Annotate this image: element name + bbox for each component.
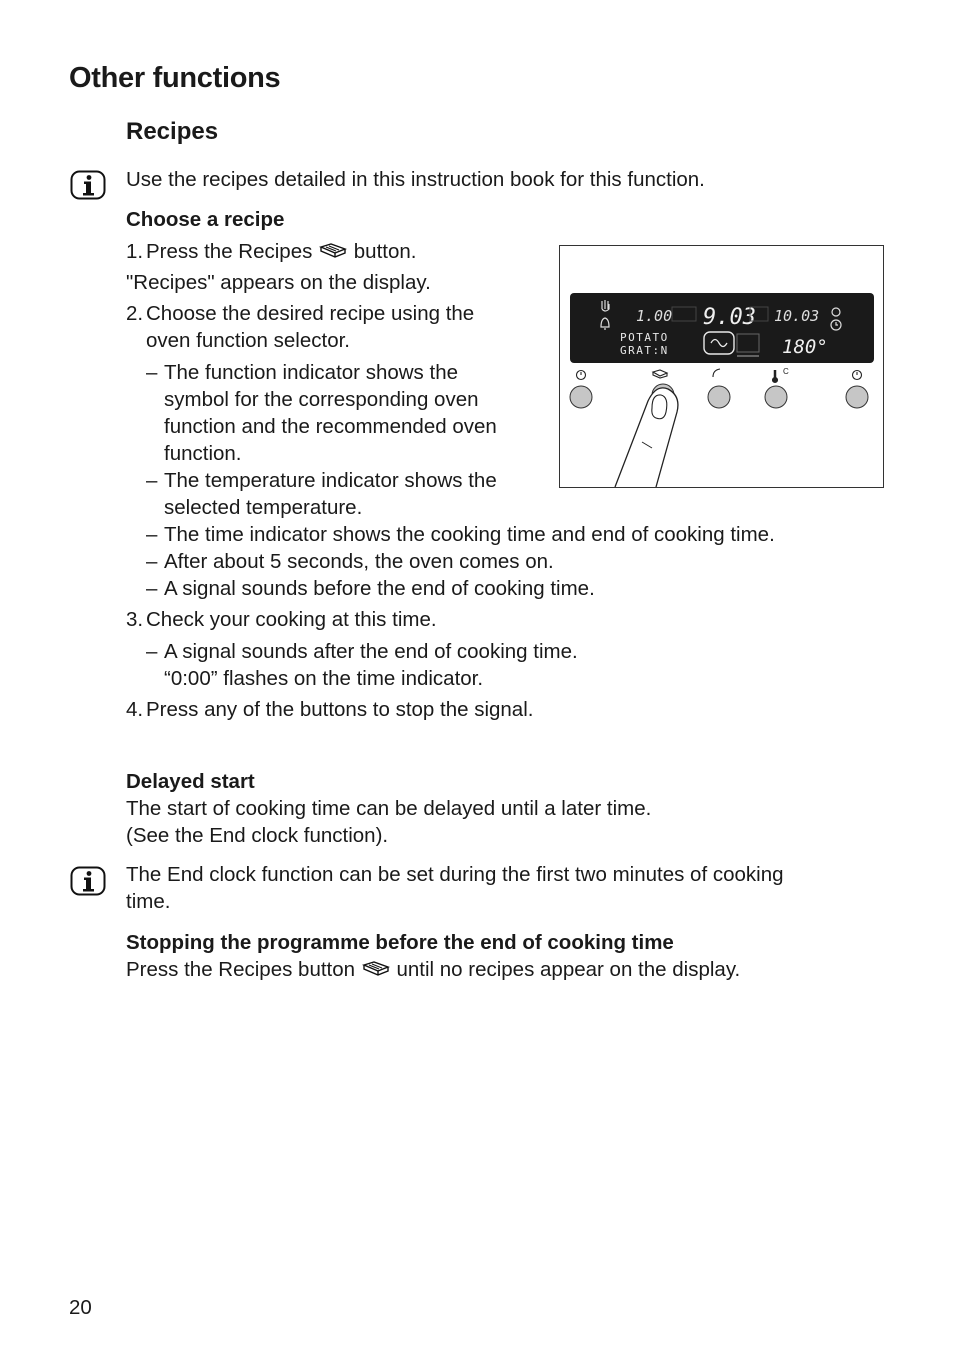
dash: – [146, 523, 158, 546]
dash: – [146, 361, 158, 384]
bullet-time-indicator [146, 521, 775, 548]
display-time-right: 10.03 [774, 307, 820, 325]
display-recipe-line-1: POTATO [620, 331, 669, 344]
step-4 [126, 696, 533, 723]
step-number: 4. [126, 698, 144, 721]
page-number: 20 [69, 1296, 92, 1319]
bullet-temperature-indicator [146, 467, 497, 494]
bullet-line: selected temperature. [164, 496, 363, 519]
dash: – [146, 577, 158, 600]
bullet-signal-after [146, 638, 578, 665]
info-text-2: The End clock function can be set during the first two minutes of cooking [126, 863, 784, 886]
finger-illustration [615, 388, 678, 487]
step-2-text: Choose the desired recipe using the [146, 302, 475, 325]
step-3-text: Check your cooking at this time. [146, 608, 437, 631]
oven-panel-figure [559, 245, 884, 488]
step-2-line-2: oven function selector. [146, 329, 350, 352]
dash: – [146, 550, 158, 573]
delayed-start-text-2: (See the End clock function). [126, 824, 389, 847]
bullet-function-indicator [146, 359, 458, 386]
power-button[interactable] [570, 386, 592, 408]
temp-unit-label: C [783, 367, 789, 376]
info-icon [70, 866, 106, 896]
bullet-line: function. [164, 442, 242, 465]
step-2 [126, 300, 474, 327]
bullet-text: After about 5 seconds, the oven comes on. [164, 550, 554, 573]
display-time-left: 1.00 [636, 307, 673, 325]
step-number: 3. [126, 608, 144, 631]
info-text-1: Use the recipes detailed in this instruction book for this function. [126, 168, 705, 191]
bullet-line: symbol for the corresponding oven [164, 388, 479, 411]
page-title: Other functions [69, 62, 281, 94]
step-1-text-a: Press the Recipes [146, 240, 313, 263]
bullet-line: “0:00” flashes on the time indicator. [164, 667, 484, 690]
choose-recipe-heading: Choose a recipe [126, 208, 285, 231]
recipe-book-icon [361, 959, 391, 979]
step-3 [126, 606, 437, 633]
stopping-text [126, 956, 740, 983]
temperature-button[interactable] [765, 386, 787, 408]
function-button[interactable] [708, 386, 730, 408]
stopping-text-a: Press the Recipes button [126, 958, 356, 981]
step-1 [126, 238, 416, 265]
bullet-text: The function indicator shows the [164, 361, 458, 384]
stopping-heading: Stopping the programme before the end of cooking time [126, 931, 674, 954]
oven-panel-drawing [560, 246, 883, 487]
step-1-line-2: "Recipes" appears on the display. [126, 271, 431, 294]
recipe-book-icon [318, 241, 348, 261]
display-temperature: 180° [782, 336, 828, 358]
step-number: 2. [126, 302, 144, 325]
delayed-start-heading: Delayed start [126, 770, 255, 793]
stopping-text-b: until no recipes appear on the display. [396, 958, 741, 981]
info-text-2-line-2: time. [126, 890, 171, 913]
section-title: Recipes [126, 118, 219, 145]
bullet-text: A signal sounds after the end of cooking time. [164, 640, 578, 663]
info-icon [70, 170, 106, 200]
bullet-oven-on [146, 548, 554, 575]
oven-function-icon [713, 369, 720, 377]
bullet-text: The time indicator shows the cooking time and end of cooking time. [164, 523, 775, 546]
display-recipe-line-2: GRAT:N [620, 344, 669, 357]
dash: – [146, 640, 158, 663]
step-1-text-b: button. [353, 240, 417, 263]
dash: – [146, 469, 158, 492]
bullet-text: The temperature indicator shows the [164, 469, 497, 492]
step-4-text: Press any of the buttons to stop the signal. [146, 698, 534, 721]
bullet-signal-before [146, 575, 595, 602]
display-time-main: 9.03 [703, 305, 756, 330]
step-number: 1. [126, 240, 144, 263]
recipe-book-icon [653, 370, 667, 378]
clock-button[interactable] [846, 386, 868, 408]
bullet-line: function and the recommended oven [164, 415, 497, 438]
bullet-text: A signal sounds before the end of cooking time. [164, 577, 595, 600]
delayed-start-text-1: The start of cooking time can be delayed until a later time. [126, 797, 652, 820]
